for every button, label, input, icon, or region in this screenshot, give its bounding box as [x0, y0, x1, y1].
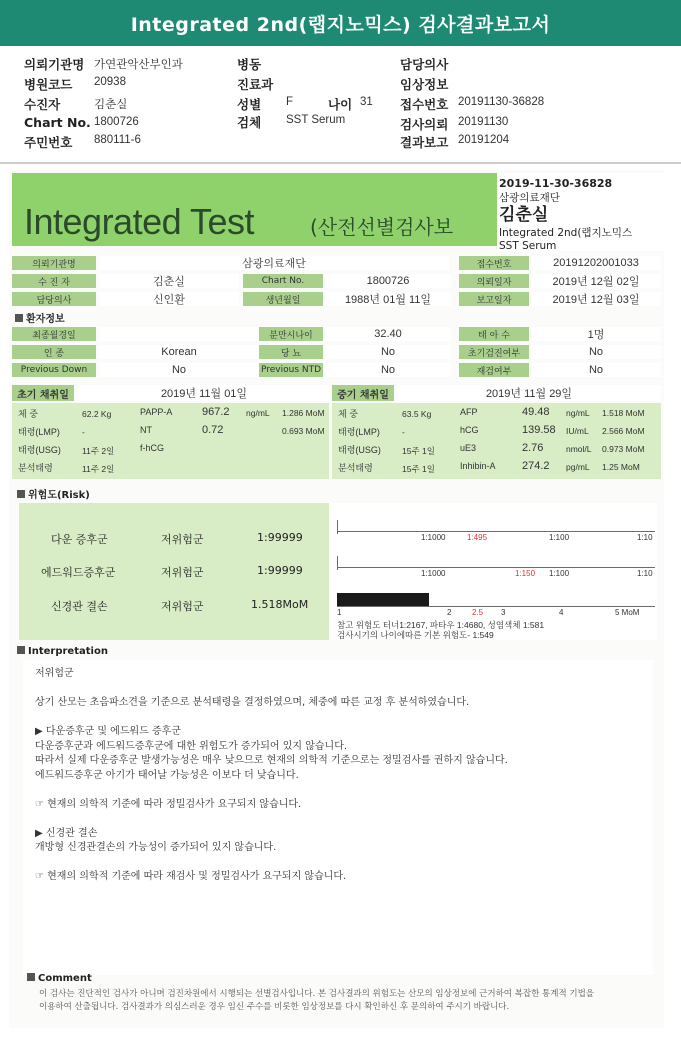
- second-row-mom: 1.25 MoM: [602, 462, 640, 472]
- first-row-value: 11주 2일: [82, 464, 115, 474]
- age-value: 31: [360, 96, 373, 108]
- second-row-value: -: [402, 427, 405, 437]
- second-row-key: 태령(USG): [338, 445, 381, 455]
- ntd-tick-1: 2: [447, 608, 452, 617]
- comment-line-2: 이용하여 산출됩니다. 검사결과가 의심스러운 경우 임신 주수를 비롯한 임상정보를 다시 확인하신 후 문의하여 주시기 바랍니다.: [39, 1002, 510, 1012]
- code-value: 20938: [94, 76, 126, 88]
- val-prev-ntd: No: [325, 363, 451, 377]
- second-row-value: 15주 1일: [402, 446, 435, 456]
- second-row-value: 15주 1일: [402, 464, 435, 474]
- section-square-icon: [27, 973, 35, 981]
- ntd-tick-5: 5 MoM: [615, 608, 640, 617]
- second-row-result: 49.48: [522, 406, 550, 418]
- val-race: Korean: [99, 345, 259, 359]
- second-row-unit: ng/mL: [566, 408, 590, 418]
- age-risk-line: 검사시기의 나이에따른 기본 위험도- 1:549: [337, 630, 494, 640]
- request-value: 20191130: [458, 116, 509, 128]
- second-row-mom: 2.566 MoM: [602, 426, 645, 436]
- edwards-tick-0: 1:1000: [421, 569, 446, 578]
- first-sample-label: 초기 채취일: [12, 385, 74, 401]
- interpretation-box: [23, 660, 653, 975]
- dept-label: 진료과: [237, 77, 274, 92]
- report-value: 20191204: [458, 134, 510, 146]
- banner-title: Integrated Test: [24, 201, 254, 242]
- report-title-bar: [0, 0, 681, 46]
- interp-line: [35, 783, 641, 798]
- age-label: 나이: [328, 97, 353, 112]
- ntd-tick-0: 1: [337, 608, 342, 617]
- first-row-marker: PAPP-A: [140, 407, 173, 417]
- risk-down-value: 1:99999: [257, 531, 303, 544]
- section-square-icon: [15, 314, 23, 322]
- first-row-mom: 1.286 MoM: [282, 408, 325, 418]
- first-row-key: 태령(LMP): [18, 427, 60, 437]
- second-row-mom: 1.518 MoM: [602, 408, 645, 418]
- second-row-marker: hCG: [460, 425, 479, 435]
- val-institution: 삼광의료재단: [99, 256, 449, 270]
- interp-section-title: Interpretation: [17, 646, 108, 657]
- interp-line: ☞ 현재의 의학적 기준에 따라 재검사 및 정밀검사가 요구되지 않습니다.: [35, 871, 347, 882]
- edwards-tick-2: 1:100: [549, 569, 570, 578]
- lbl-early-exam: 초기검진여부: [459, 345, 529, 359]
- rrn-label: 주민번호: [24, 135, 73, 150]
- interp-line: 저위험군: [35, 668, 74, 679]
- val-prev-down: No: [99, 363, 259, 377]
- risk-edwards-level: 저위험군: [161, 566, 204, 579]
- first-row-unit: ng/mL: [246, 408, 270, 418]
- second-row-key: 태령(LMP): [338, 427, 380, 437]
- clinical-label: 임상정보: [400, 77, 449, 92]
- lbl-fetus-count: 태 아 수: [459, 327, 529, 341]
- interp-line: ☞ 현재의 의학적 기준에 따라 정밀검사가 요구되지 않습니다.: [35, 798, 302, 810]
- risk-section-title: 위험도(Risk): [17, 486, 90, 501]
- lbl-institution: 의뢰기관명: [12, 256, 96, 270]
- comment-line-1: 이 검사는 진단적인 검사가 아니며 검진차원에서 시행되는 선별검사입니다. 본 검사결과의 위험도는 산모의 임상정보에 근거하여 복잡한 통계적 기법을: [39, 989, 595, 999]
- first-row-marker: f-hCG: [140, 443, 165, 453]
- second-row-unit: pg/mL: [566, 462, 590, 472]
- down-tick-0: 1:1000: [421, 533, 446, 542]
- patient-info-panel: [0, 47, 681, 164]
- down-scale-line: [337, 531, 655, 532]
- second-row-unit: IU/mL: [566, 426, 589, 436]
- interp-line: 다운증후군과 에드워드증후군에 대한 위험도가 증가되어 있지 않습니다.: [35, 740, 348, 752]
- first-row-result: 0.72: [202, 424, 224, 436]
- doctor-label: 담당의사: [400, 57, 449, 72]
- interp-line: 상기 산모는 초음파소견을 기준으로 분석태령을 결정하였으며, 체중에 따른 교정 후 분석하였습니다.: [35, 697, 470, 708]
- lbl-receipt: 접수번호: [459, 256, 529, 270]
- edwards-tick-3: 1:10: [637, 569, 653, 578]
- second-row-marker: AFP: [460, 407, 478, 417]
- code-label: 병원코드: [24, 77, 73, 92]
- lbl-diabetes: 당 뇨: [259, 345, 323, 359]
- ref-risk-line: 참고 위험도 터너1:2167, 파타우 1:4680, 성염색체 1:581: [337, 620, 545, 630]
- val-receipt: 20191202001033: [531, 256, 661, 270]
- side-specimen: SST Serum: [499, 240, 557, 252]
- ntd-tick-4: 4: [559, 608, 564, 617]
- interp-line: ▶ 다운증후군 및 에드워드 증후군: [35, 726, 181, 737]
- lbl-prev-ntd: Previous NTD: [260, 365, 322, 375]
- hospital-value: 가연관악산부인과: [94, 59, 183, 71]
- comment-box: [23, 988, 653, 1014]
- risk-edwards-value: 1:99999: [257, 564, 303, 577]
- chart-label: Chart No.: [24, 115, 91, 130]
- comment-section-title: Comment: [27, 973, 92, 984]
- lbl-report-date: 보고일자: [459, 292, 529, 306]
- lbl-doctor: 담당의사: [12, 292, 96, 306]
- second-row-result: 139.58: [522, 424, 556, 436]
- risk-panel: [19, 503, 653, 640]
- interp-line: 따라서 실제 다운증후군 발생가능성은 매우 낮으므로 현재의 의학적 기준으로는 정밀검사를 권하지 않습니다.: [35, 755, 508, 766]
- banner-side-label: [497, 173, 664, 251]
- first-row-value: -: [82, 427, 85, 437]
- edwards-tick-cutoff: 1:150: [515, 569, 536, 578]
- lbl-patient: 수 진 자: [12, 274, 96, 288]
- lbl-birthdate: 생년월일: [243, 292, 323, 306]
- val-fetus-count: 1명: [531, 327, 661, 341]
- val-report-date: 2019년 12월 03일: [531, 292, 661, 306]
- interp-line: ▶ 신경관 결손: [35, 827, 98, 839]
- interp-line: [35, 682, 641, 697]
- lbl-race: 인 종: [12, 345, 96, 359]
- second-sample-date: 2019년 11월 29일: [397, 385, 661, 401]
- down-tick-3: 1:10: [637, 533, 653, 542]
- second-row-mom: 0.973 MoM: [602, 444, 645, 454]
- second-row-key: 분석태령: [338, 463, 373, 473]
- hospital-label: 의뢰기관명: [24, 57, 85, 72]
- exam-value: SST Serum: [286, 114, 346, 126]
- down-tick-cutoff: 1:495: [467, 533, 488, 542]
- lbl-chart: Chart No.: [243, 274, 323, 288]
- risk-edwards-name: 에드워드증후군: [41, 566, 116, 579]
- risk-ntd-value: 1.518MoM: [251, 598, 309, 611]
- lbl-prev-down: Previous Down: [12, 363, 96, 377]
- second-sample-label: 중기 채취일: [332, 385, 394, 401]
- report-banner: [12, 173, 497, 246]
- val-birthdate: 1988년 01월 11일: [325, 292, 451, 306]
- val-doctor: 신인환: [99, 292, 239, 306]
- val-lmp: [99, 327, 259, 341]
- chart-value: 1800726: [94, 116, 139, 128]
- val-early-exam: No: [531, 345, 661, 359]
- report-label: 결과보고: [400, 135, 449, 150]
- banner-title-korean: (산전선별검사보: [310, 215, 454, 239]
- first-row-marker: NT: [140, 425, 152, 435]
- val-chart: 1800726: [325, 274, 451, 288]
- second-row-key: 체 중: [338, 409, 358, 419]
- first-sample-date: 2019년 11월 01일: [79, 385, 329, 401]
- second-row-result: 274.2: [522, 460, 550, 472]
- exam-label: 검체: [237, 115, 262, 130]
- sex-label: 성별: [237, 97, 262, 112]
- first-row-value: 62.2 Kg: [82, 409, 112, 419]
- side-institution: 삼광의료재단: [499, 192, 560, 204]
- interp-line: 개방형 신경관결손의 가능성이 증가되어 있지 않습니다.: [35, 842, 277, 853]
- edwards-scale-line: [337, 567, 655, 568]
- section-square-icon: [17, 646, 25, 654]
- lbl-request-date: 의뢰일자: [459, 274, 529, 288]
- scanned-report: [9, 170, 664, 1028]
- down-tick-2: 1:100: [549, 533, 570, 542]
- receipt-label: 접수번호: [400, 97, 449, 112]
- ntd-tick-cutoff: 2.5: [472, 608, 484, 617]
- side-receipt: 2019-11-30-36828: [499, 177, 613, 190]
- first-row-value: 11주 2일: [82, 446, 115, 456]
- val-patient: 김춘실: [99, 274, 239, 288]
- request-label: 검사의뢰: [400, 117, 449, 132]
- section-square-icon: [17, 490, 25, 498]
- side-patient: 김춘실: [499, 205, 549, 225]
- interp-line: [35, 856, 641, 871]
- risk-down-level: 저위험군: [161, 533, 204, 546]
- lbl-retest: 재검여부: [459, 363, 529, 377]
- second-row-marker: Inhibin-A: [460, 461, 496, 471]
- rrn-value: 880111-6: [94, 134, 141, 146]
- risk-ntd-name: 신경관 결손: [51, 600, 108, 613]
- first-row-key: 분석태령: [18, 463, 53, 473]
- first-row-mom: 0.693 MoM: [282, 426, 325, 436]
- ntd-tick-3: 3: [501, 608, 506, 617]
- risk-down-name: 다운 증후군: [51, 533, 108, 546]
- interp-line: [35, 812, 641, 827]
- lbl-delivery-age: 분만시나이: [259, 327, 323, 341]
- second-row-marker: uE3: [460, 443, 477, 453]
- ntd-scale-line: [337, 606, 655, 607]
- interp-line: 에드워드증후군 아기가 태어날 가능성은 이보다 더 낮습니다.: [35, 769, 299, 781]
- ntd-bar: [337, 593, 429, 606]
- patient-section-title: 환자정보: [15, 310, 65, 325]
- report-title: Integrated 2nd(랩지노믹스) 검사결과보고서: [130, 13, 551, 36]
- first-row-key: 태령(USG): [18, 445, 61, 455]
- second-row-value: 63.5 Kg: [402, 409, 432, 419]
- ward-label: 병동: [237, 57, 262, 72]
- interp-line: [35, 711, 641, 726]
- val-retest: No: [531, 363, 661, 377]
- val-request-date: 2019년 12월 02일: [531, 274, 661, 288]
- patient-label: 수진자: [24, 97, 61, 112]
- second-row-result: 2.76: [522, 442, 544, 454]
- risk-ntd-level: 저위험군: [161, 600, 204, 613]
- side-test: Integrated 2nd(랩지노믹스: [499, 227, 633, 239]
- first-row-result: 967.2: [202, 406, 230, 418]
- val-diabetes: No: [325, 345, 451, 359]
- val-delivery-age: 32.40: [325, 327, 451, 341]
- sex-value: F: [286, 96, 294, 108]
- first-row-key: 체 중: [18, 409, 38, 419]
- second-row-unit: nmol/L: [566, 444, 592, 454]
- risk-scale-chart: [329, 503, 657, 640]
- patient-value: 김춘실: [94, 99, 128, 111]
- lbl-lmp: 최종월경일: [12, 327, 96, 341]
- receipt-value: 20191130-36828: [458, 96, 545, 108]
